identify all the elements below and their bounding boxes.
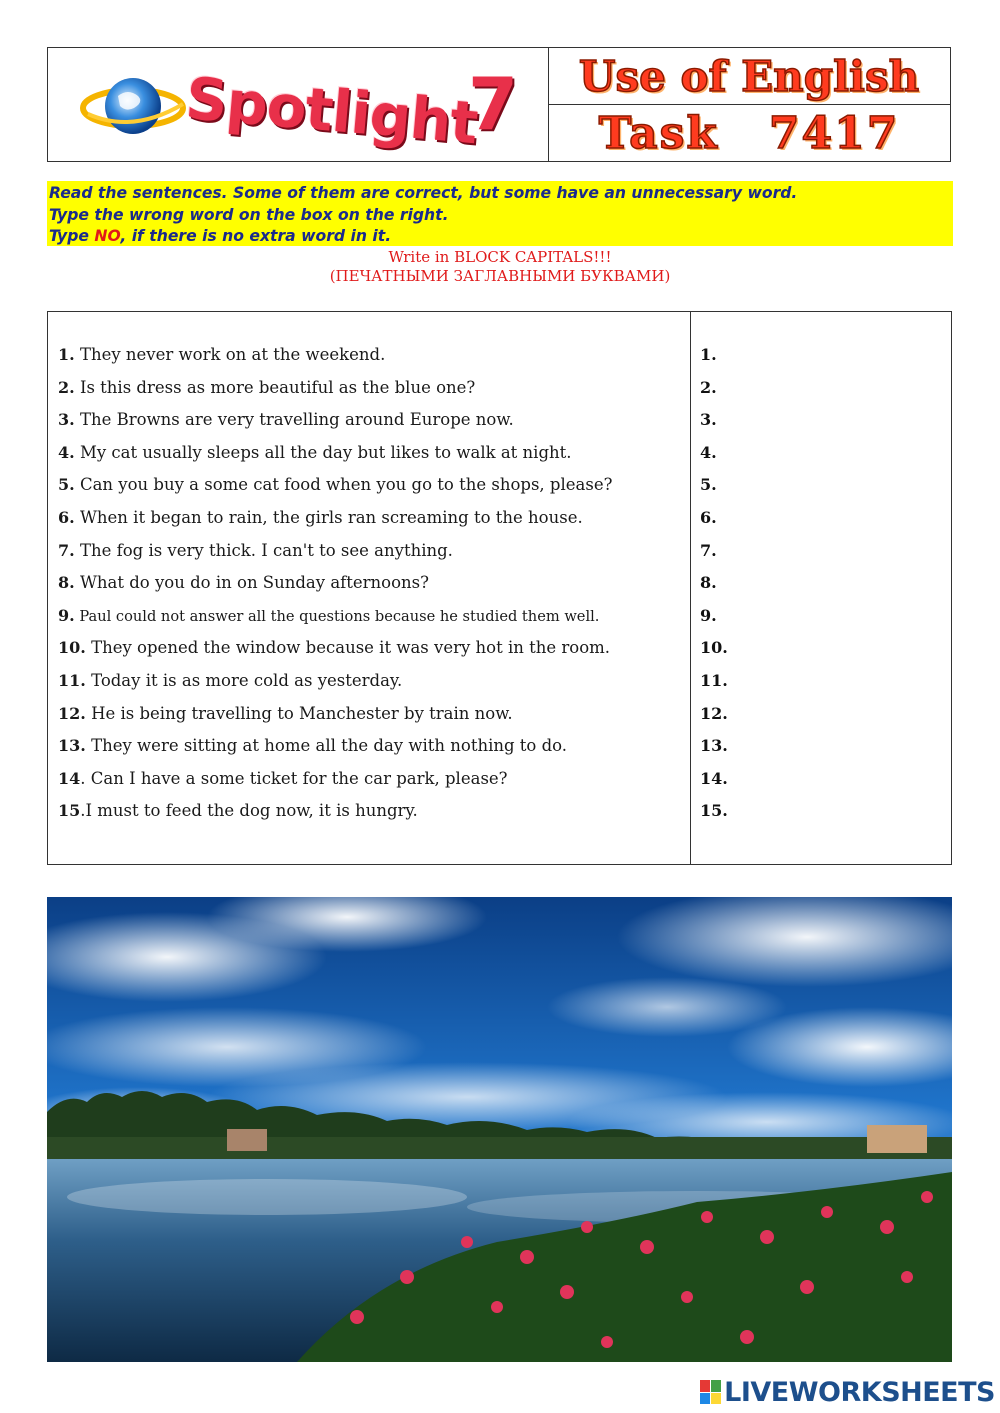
instruction-line-2: Type the wrong word on the box on the right.: [49, 205, 449, 224]
sentence-text: They never work on at the weekend.: [74, 345, 386, 364]
answer-row: [700, 669, 940, 702]
brand-text: LIVEWORKSHEETS: [724, 1376, 995, 1408]
answer-input[interactable]: [728, 704, 928, 724]
answer-number: 2.: [700, 377, 717, 397]
answer-number: 10.: [700, 638, 728, 658]
sentence-text: My cat usually sleeps all the day but likes to walk at night.: [74, 442, 572, 462]
title-cell: [548, 48, 950, 105]
no-keyword: NO: [94, 227, 121, 245]
sentence-text: When it began to rain, the girls ran screaming to the house.: [74, 507, 583, 527]
sentence-row: [58, 734, 688, 767]
sentence-text: Paul could not answer all the questions because he studied them well.: [74, 607, 600, 625]
answer-input[interactable]: [728, 737, 928, 757]
answer-number: 13.: [700, 736, 728, 756]
answer-number: 15.: [700, 801, 728, 821]
sentence-row: [58, 376, 688, 409]
answer-row: [700, 702, 940, 735]
answer-row: [700, 376, 940, 409]
answer-input[interactable]: [717, 541, 917, 561]
globe-icon: [78, 66, 188, 146]
brand-badge-icon: [700, 1380, 721, 1404]
logo-area: [48, 48, 549, 161]
answer-number: 6.: [700, 507, 717, 527]
answer-input[interactable]: [717, 574, 917, 594]
liveworksheets-logo: [700, 1376, 995, 1408]
logo-number: 7: [468, 62, 519, 146]
sentence-row: [58, 506, 688, 539]
sentence-row: [58, 767, 688, 800]
sentence-number: 14: [58, 768, 81, 788]
task-number: 7417: [768, 107, 900, 159]
answer-input[interactable]: [717, 476, 917, 496]
sentence-number: 4.: [58, 442, 75, 462]
answer-number: 4.: [700, 442, 717, 462]
answer-number: 3.: [700, 410, 717, 430]
task-cell: [548, 105, 950, 161]
answer-input[interactable]: [717, 378, 917, 398]
answer-row: [700, 441, 940, 474]
answer-row: [700, 506, 940, 539]
sentence-number: 8.: [58, 573, 75, 593]
block-capitals-ru: (ПЕЧАТНЫМИ ЗАГЛАВНЫМИ БУКВАМИ): [329, 267, 671, 285]
task-label: Task: [598, 107, 719, 159]
answer-input[interactable]: [717, 443, 917, 463]
answer-row: [700, 343, 940, 376]
sentence-row: [58, 604, 688, 637]
answer-list: [700, 343, 940, 832]
answer-row: [700, 734, 940, 767]
sentence-text: He is being travelling to Manchester by train now.: [85, 703, 513, 723]
page-title: Use of English: [578, 51, 920, 101]
sentence-row: [58, 636, 688, 669]
sentence-text: . Can I have a some ticket for the car park, please?: [80, 768, 508, 788]
sentence-row: [58, 408, 688, 441]
answer-input[interactable]: [717, 411, 917, 431]
sentence-text: Can you buy a some cat food when you go to the shops, please?: [74, 475, 613, 495]
sentence-number: 10.: [58, 638, 86, 658]
sentence-row: [58, 539, 688, 572]
instructions-box: [47, 181, 953, 246]
answer-row: [700, 473, 940, 506]
sentence-text: What do you do in on Sunday afternoons?: [74, 573, 429, 593]
sentence-text: They opened the window because it was very hot in the room.: [85, 638, 611, 658]
sentence-text: The Browns are very travelling around Europe now.: [74, 410, 514, 430]
answer-number: 8.: [700, 573, 717, 593]
answer-row: [700, 571, 940, 604]
answer-row: [700, 767, 940, 800]
sentence-list: [58, 343, 688, 832]
sentence-row: [58, 441, 688, 474]
logo-wordmark: Spotlight: [183, 64, 481, 158]
sentence-number: 1.: [58, 345, 75, 364]
worksheet-header: [47, 47, 951, 162]
sentence-row: [58, 343, 688, 376]
answer-number: 12.: [700, 703, 728, 723]
sentence-text: Is this dress as more beautiful as the blue one?: [74, 377, 476, 397]
column-divider: [690, 312, 691, 864]
block-capitals-en: Write in BLOCK CAPITALS!!!: [388, 248, 612, 266]
answer-number: 1.: [700, 345, 717, 364]
answer-input[interactable]: [717, 346, 917, 366]
sentence-number: 15: [58, 801, 81, 821]
answer-row: [700, 636, 940, 669]
sentence-number: 9.: [58, 605, 75, 625]
answer-number: 9.: [700, 605, 717, 625]
sentence-number: 3.: [58, 410, 75, 430]
answer-row: [700, 408, 940, 441]
answer-input[interactable]: [728, 802, 928, 822]
sentence-number: 11.: [58, 670, 86, 690]
lake-landscape-photo: [47, 897, 952, 1362]
exercise-table: [47, 311, 952, 865]
sentence-number: 12.: [58, 703, 86, 723]
sentence-row: [58, 669, 688, 702]
answer-input[interactable]: [728, 639, 928, 659]
instruction-line-3: Type NO, if there is no extra word in it.: [49, 227, 392, 245]
landscape-image: [47, 897, 952, 1362]
sentence-number: 13.: [58, 736, 86, 756]
task-id: [548, 105, 950, 161]
block-capitals-note: [0, 248, 1000, 286]
sentence-text: The fog is very thick. I can't to see anything.: [74, 540, 453, 560]
answer-input[interactable]: [728, 671, 928, 691]
answer-number: 7.: [700, 540, 717, 560]
answer-input[interactable]: [717, 508, 917, 528]
answer-row: [700, 604, 940, 637]
sentence-number: 2.: [58, 377, 75, 397]
answer-number: 11.: [700, 670, 728, 690]
answer-input[interactable]: [728, 769, 928, 789]
sentence-row: [58, 473, 688, 506]
instruction-line-1: Read the sentences. Some of them are correct, but some have an unnecessary word.: [49, 184, 798, 202]
sentence-text: .I must to feed the dog now, it is hungry.: [80, 801, 418, 821]
sentence-row: [58, 571, 688, 604]
sentence-number: 6.: [58, 507, 75, 527]
sentence-text: Today it is as more cold as yesterday.: [85, 670, 403, 690]
sentence-row: [58, 702, 688, 735]
answer-row: [700, 799, 940, 832]
sentence-text: They were sitting at home all the day with nothing to do.: [85, 736, 568, 756]
answer-row: [700, 539, 940, 572]
sentence-row: [58, 799, 688, 832]
answer-input[interactable]: [717, 606, 917, 626]
sentence-number: 7.: [58, 540, 75, 560]
sentence-number: 5.: [58, 475, 75, 495]
answer-number: 14.: [700, 768, 728, 788]
answer-number: 5.: [700, 475, 717, 495]
